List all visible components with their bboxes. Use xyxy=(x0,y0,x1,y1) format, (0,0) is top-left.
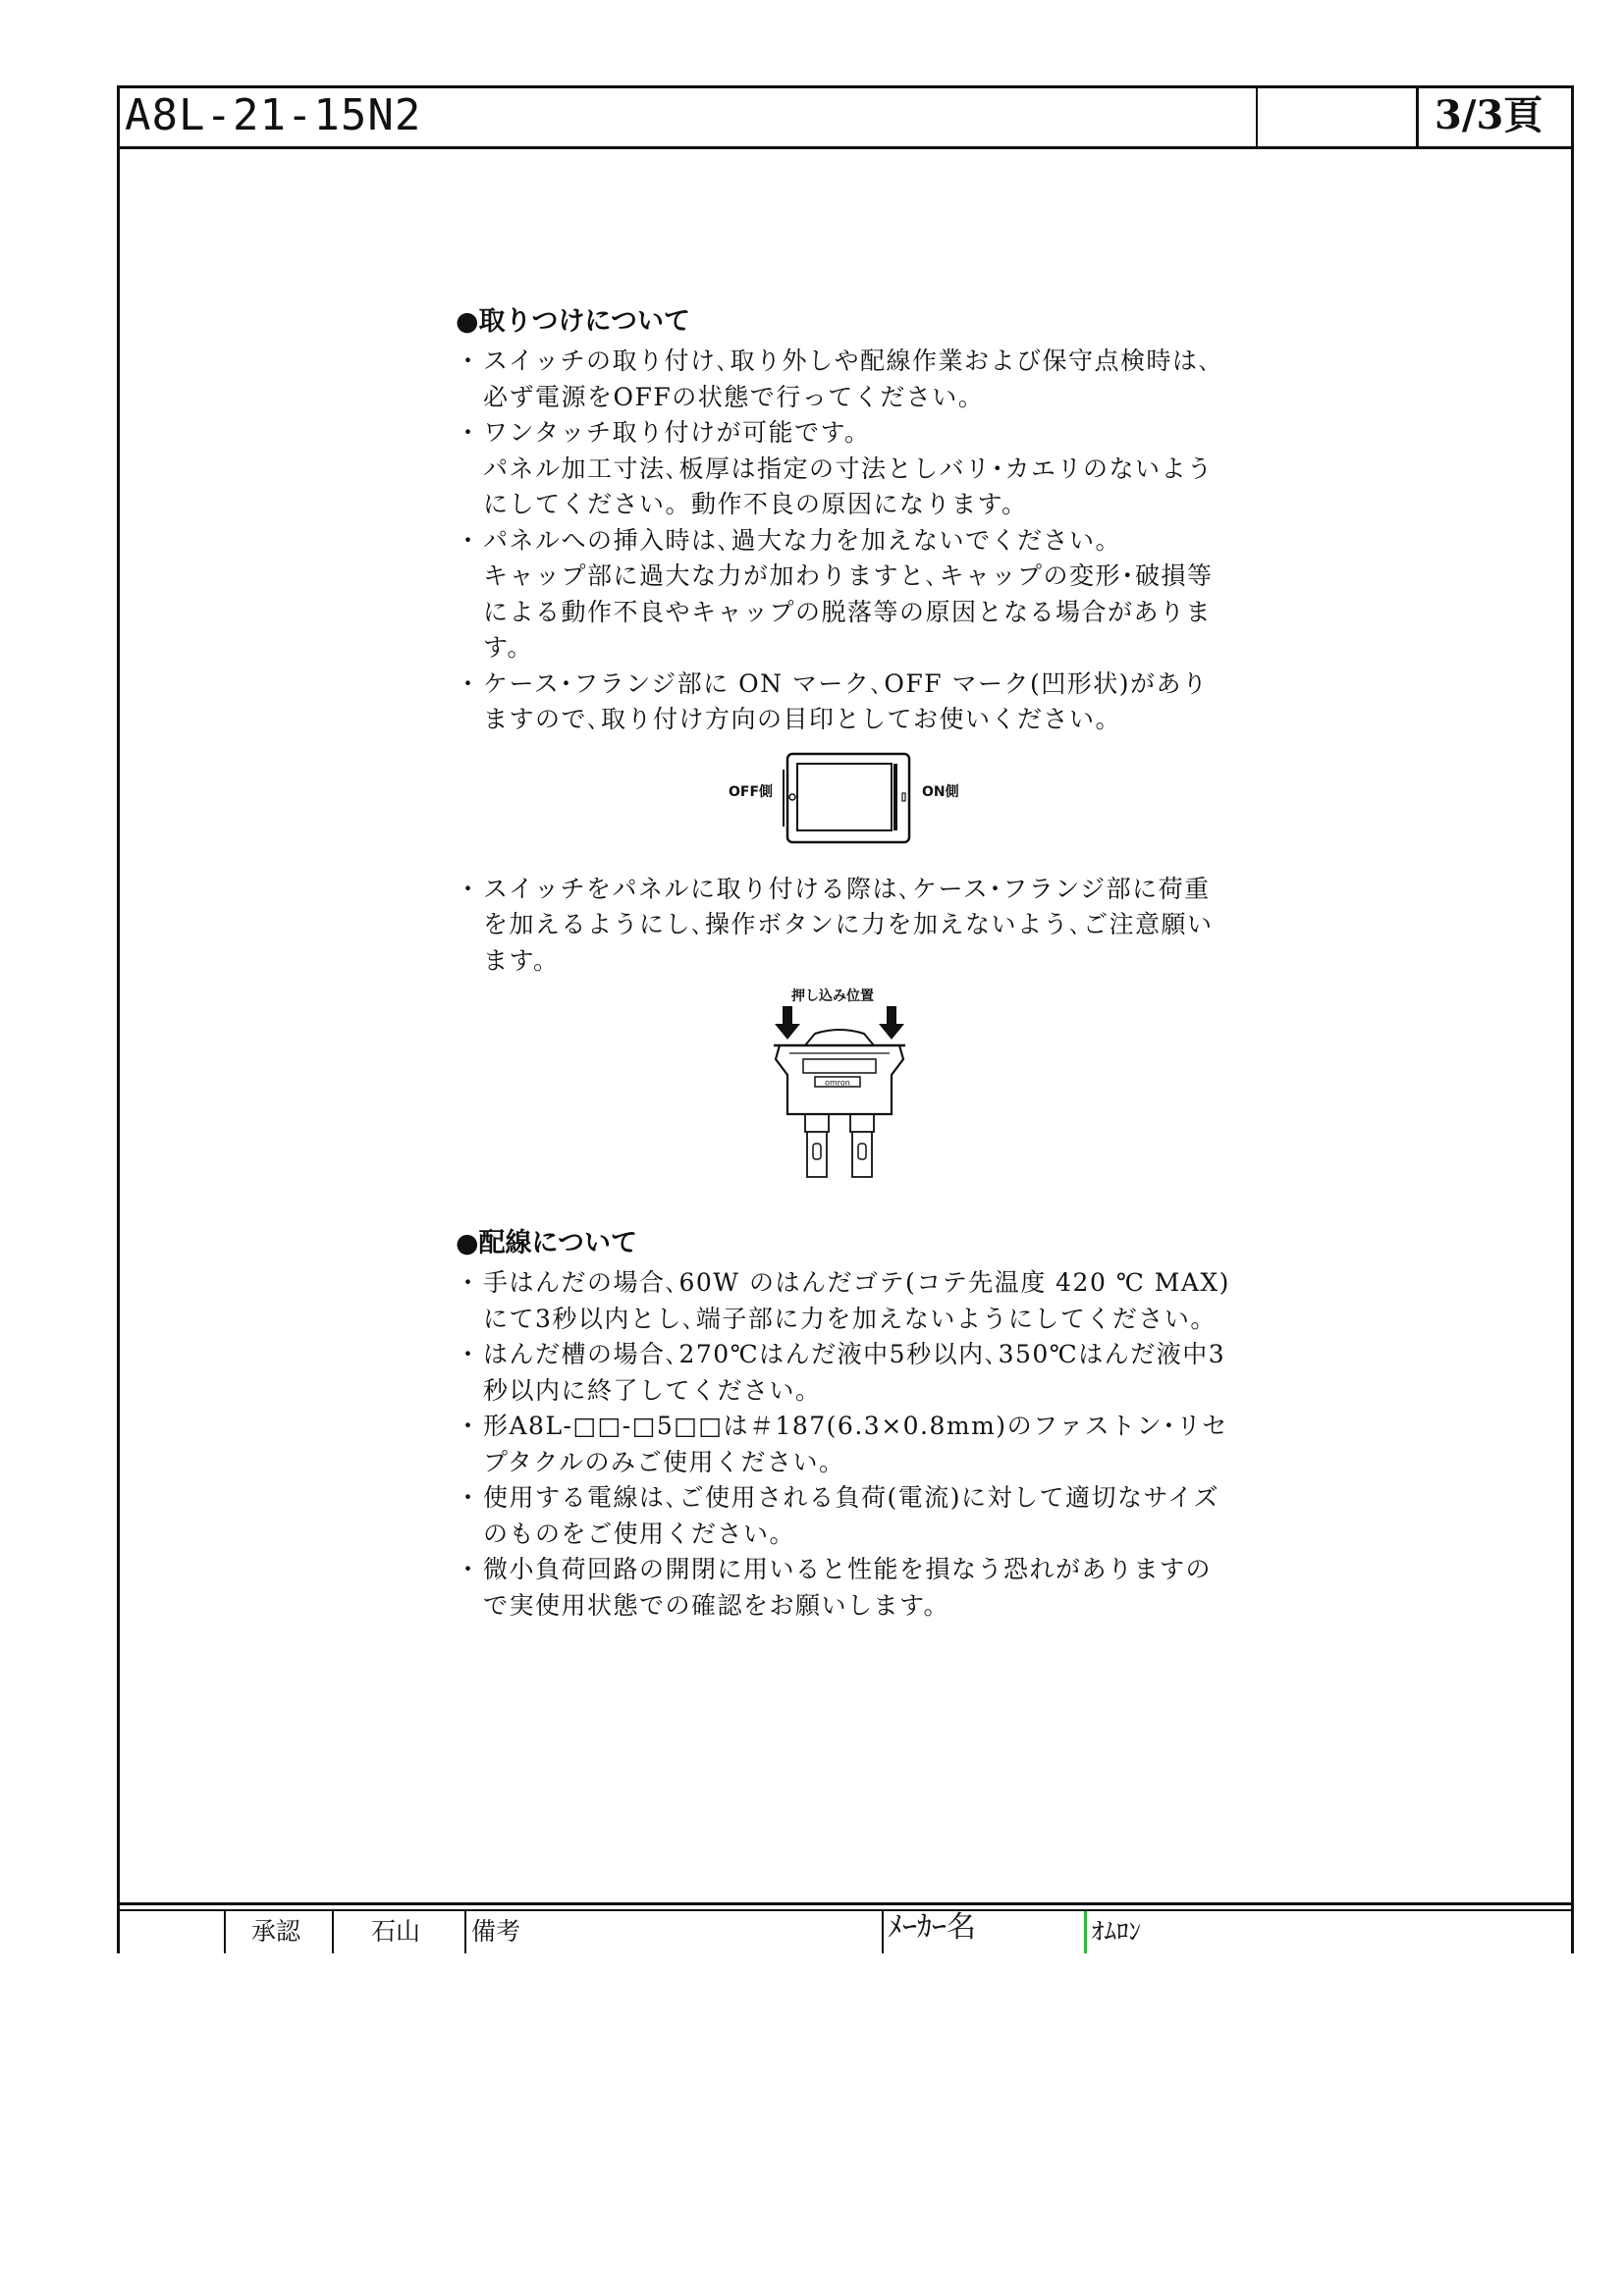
mounting-item-3 xyxy=(456,523,1231,560)
wiring-item-3 xyxy=(456,1409,1231,1480)
bullet: ・ xyxy=(456,668,482,698)
wiring-item-4 xyxy=(456,1480,1231,1552)
mounting-item-4-text: ケース･フランジ部に ON マーク､OFF マーク(凹形状)がありますので､取り付け方向の目印としてお使いください。 xyxy=(483,668,1209,733)
push-position-label: 押し込み位置 xyxy=(791,988,874,1004)
wiring-item-3-text: 形A8L-□□-□5□□は＃187(6.3×0.8mm)のファストン･リセプタクルのみご使用ください。 xyxy=(483,1412,1228,1476)
maker-label: ﾒｰｶｰ名 xyxy=(888,1910,976,1945)
on-side-label: ON側 xyxy=(922,783,959,800)
mounting-item-4 xyxy=(456,667,1231,738)
approver-name: 石山 xyxy=(371,1917,421,1946)
notes-content xyxy=(456,304,1231,1624)
bullet: ・ xyxy=(456,347,482,375)
bullet: ・ xyxy=(456,525,482,555)
mounting-item-2 xyxy=(456,415,1231,452)
page-number-cell xyxy=(1416,85,1571,146)
mounting-item-2-text: ワンタッチ取り付けが可能です。 xyxy=(483,418,871,447)
mounting-item-3-text: パネルへの挿入時は､過大な力を加えないでください。 xyxy=(483,525,1122,555)
wiring-item-1 xyxy=(456,1265,1231,1337)
switch-top-view-icon xyxy=(780,752,917,846)
bullet: ・ xyxy=(456,1412,482,1440)
push-position-figure xyxy=(456,983,1231,1191)
mounting-item-5-text: スイッチをパネルに取り付ける際は､ケース･フランジ部に荷重を加えるようにし､操作ボタンに力を加えないよう､ご注意願います。 xyxy=(483,874,1214,975)
footer-divider-highlight xyxy=(1084,1911,1087,1953)
model-number: A8L-21-15N2 xyxy=(125,90,422,140)
footer-rule-bottom xyxy=(117,1909,1574,1911)
bullet: ・ xyxy=(456,1483,482,1512)
footer-divider xyxy=(224,1911,226,1953)
mounting-heading: ●取りつけについて xyxy=(456,306,691,337)
wiring-heading: ●配線について xyxy=(456,1228,638,1258)
page-number: 3/3頁 xyxy=(1435,92,1543,138)
bullet: ・ xyxy=(456,418,482,447)
bullet: ・ xyxy=(456,1555,482,1583)
orientation-figure xyxy=(456,748,1231,856)
remarks-label: 備考 xyxy=(471,1917,521,1946)
brand-mark: omron xyxy=(825,1078,850,1088)
footer-divider xyxy=(882,1911,884,1953)
footer-divider xyxy=(332,1911,334,1953)
switch-side-view-icon xyxy=(766,1004,913,1189)
wiring-item-2-text: はんだ槽の場合､270℃はんだ液中5秒以内､350℃はんだ液中3秒以内に終了してください。 xyxy=(483,1340,1226,1405)
footer-rule-top xyxy=(117,1902,1574,1905)
mounting-item-3-detail: キャップ部に過大な力が加わりますと､キャップの変形･破損等による動作不良やキャップの脱落等の原因となる場合があります。 xyxy=(483,561,1214,662)
header-bar xyxy=(117,85,1574,149)
mounting-item-1-text: スイッチの取り付け､取り外しや配線作業および保守点検時は､必ず電源をOFFの状態で行ってください。 xyxy=(483,347,1213,411)
footer-divider xyxy=(464,1911,466,1953)
wiring-item-5-text: 微小負荷回路の開閉に用いると性能を損なう恐れがありますので実使用状態での確認をお願いします。 xyxy=(483,1555,1213,1620)
wiring-item-4-text: 使用する電線は､ご使用される負荷(電流)に対して適切なサイズのものをご使用ください。 xyxy=(483,1483,1220,1548)
approve-label: 承認 xyxy=(251,1917,301,1946)
off-side-label: OFF側 xyxy=(729,783,774,800)
wiring-item-1-text: 手はんだの場合､60W のはんだゴテ(コテ先温度 420 ℃ MAX)にて3秒以内とし､端子部に力を加えないようにしてください。 xyxy=(483,1268,1230,1333)
bullet: ・ xyxy=(456,1340,482,1368)
wiring-item-2 xyxy=(456,1337,1231,1409)
header-empty-cell xyxy=(1256,85,1416,146)
bullet: ・ xyxy=(456,874,482,903)
mounting-item-5 xyxy=(456,872,1231,980)
mounting-item-2-detail: パネル加工寸法､板厚は指定の寸法としバリ･カエリのないようにしてください。動作不良の原因になります。 xyxy=(483,454,1214,518)
maker-name: ｵﾑﾛﾝ xyxy=(1092,1917,1142,1946)
bullet: ・ xyxy=(456,1268,482,1297)
wiring-item-5 xyxy=(456,1552,1231,1624)
mounting-item-1 xyxy=(456,344,1231,415)
